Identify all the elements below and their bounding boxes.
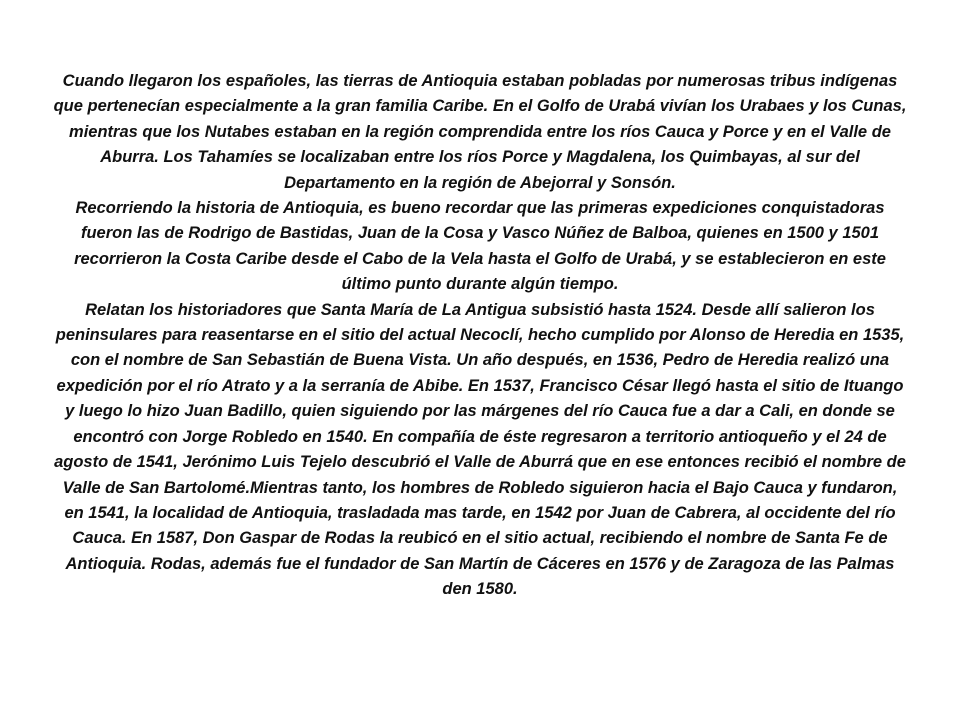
body-text [52, 69, 908, 603]
paragraph-settlements: Relatan los historiadores que Santa María de La Antigua subsistió hasta 1524. Desde allí salieron los peninsulares para reasentarse en el sitio del actual Necoclí, hecho cumplido por Alonso de Heredia en 1535, con el nombre de San Sebastián de Buena Vista. Un año después, en 1536, Pedro de Heredia realizó una expedición por el río Atrato y a la serranía de Abibe. En 1537, Francisco César llegó hasta el sitio de Ituango y luego lo hizo Juan Badillo, quien siguiendo por las márgenes del río Cauca fue a dar a Cali, en donde se encontró con Jorge Robledo en 1540. En compañía de éste regresaron a territorio antioqueño y el 24 de agosto de 1541, Jerónimo Luis Tejelo descubrió el Valle de Aburrá que en ese entonces recibió el nombre de Valle de San Bartolomé.Mientras tanto, los hombres de Robledo siguieron hacia el Bajo Cauca y fundaron, en 1541, la localidad de Antioquia, trasladada mas tarde, en 1542 por Juan de Cabrera, al occidente del río Cauca. En 1587, Don Gaspar de Rodas la reubicó en el sitio actual, recibiendo el nombre de Santa Fe de Antioquia. Rodas, además fue el fundador de San Martín de Cáceres en 1576 y de Zaragoza de las Palmas den 1580. [54, 300, 906, 599]
paragraph-early-expeditions: Recorriendo la historia de Antioquia, es bueno recordar que las primeras expediciones conquistadoras fueron las de Rodrigo de Bastidas, Juan de la Cosa y Vasco Núñez de Balboa, quienes en 1500 y 1501 recorrieron la Costa Caribe desde el Cabo de la Vela hasta el Golfo de Urabá, y se establecieron en este último punto durante algún tiempo. [74, 199, 886, 294]
paragraph-indigenous-tribes: Cuando llegaron los españoles, las tierras de Antioquia estaban pobladas por numerosas tribus indígenas que pertenecían especialmente a la gran familia Caribe. En el Golfo de Urabá vivían los Urabaes y los Cunas, mientras que los Nutabes estaban en la región comprendida entre los ríos Cauca y Porce y en el Valle de Aburra. Los Tahamíes se localizaban entre los ríos Porce y Magdalena, los Quimbayas, al sur del Departamento en la región de Abejorral y Sonsón. [53, 72, 907, 192]
